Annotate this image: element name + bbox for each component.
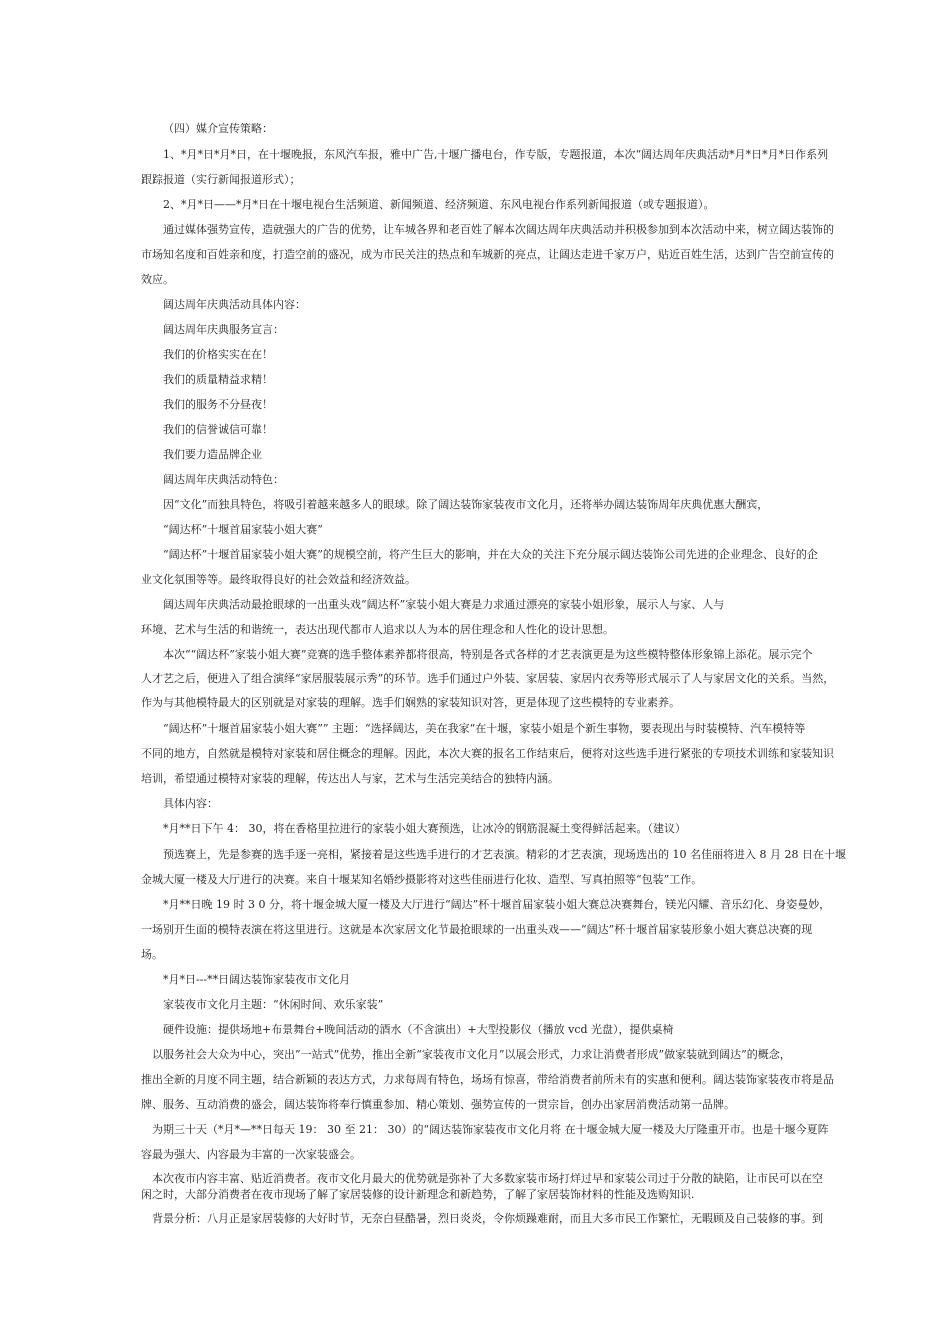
text-line: 牌、服务、互动消费的盛会，阔达装饰将奉行慎重参加、精心策划、强势宣传的一贯宗旨，创办出家居消费活动第一品牌。 <box>141 1098 735 1111</box>
text-line: 人才艺之后，便进入了组合演绎“家居服装展示秀”的环节。选手们通过户外装、家居装、家居内衣秀等形式展示了人与家居文化的关系。当然， <box>141 672 835 685</box>
text-line: 我们的价格实实在在！ <box>163 348 273 361</box>
text-line: 本次夜市内容丰富、贴近消费者。夜市文化月最大的优势就是弥补了大多数家装市场打烊过早和家装公司过于分散的缺陷，让市民可以在空 <box>152 1172 823 1185</box>
text-line: 市场知名度和百姓亲和度，打造空前的盛况，成为市民关注的热点和车城新的亮点，让阔达走进千家万户，贴近百姓生活，达到广告空前宣传的 <box>141 248 834 261</box>
text-line: 场。 <box>141 948 163 961</box>
text-line: “阔达杯”十堰首届家装小姐大赛”的规模空前，将产生巨大的影响，并在大众的关注下充分展示阔达装饰公司先进的企业理念、良好的企 <box>163 548 818 561</box>
text-line: 作为与其他模特最大的区别就是对家装的理解。选手们娴熟的家装知识对答，更是体现了这些模特的专业素养。 <box>141 696 680 709</box>
text-line: 跟踪报道（实行新闻报道形式）； <box>141 173 301 186</box>
text-line: 闲之时，大部分消费者在夜市现场了解了家居装修的设计新理念和新趋势，了解了家居装饰材料的性能及选购知识. <box>141 1188 695 1201</box>
text-line: 容最为强大、内容最为丰富的一次家装盛会。 <box>141 1148 361 1161</box>
text-line: 我们的信誉诚信可靠！ <box>163 423 273 436</box>
text-line: *月*日---**日阔达装饰家装夜市文化月 <box>163 973 351 986</box>
text-line: 阔达周年庆典活动具体内容： <box>163 298 306 311</box>
text-line: 为期三十天（*月*—**日每天 19： 30 至 21： 30）的“阔达装饰家装夜市文化月将 在十堰金城大厦一楼及大厅隆重开市。也是十堰今夏阵 <box>152 1123 829 1136</box>
section-heading: （四）媒介宣传策略： <box>163 122 273 135</box>
text-line: 业文化氛围等等。最终取得良好的社会效益和经济效益。 <box>141 573 416 586</box>
text-line: 阔达周年庆典服务宣言： <box>163 323 284 336</box>
text-line: 硬件设施：提供场地+布景舞台+晚间活动的酒水（不含演出）+大型投影仪（播放 vcd 光盘），提供桌椅 <box>163 1023 674 1036</box>
text-line: 推出全新的月度不同主题，结合新颖的表达方式，力求每周有特色，场场有惊喜，带给消费者前所未有的实惠和便利。阔达装饰家装夜市将是品 <box>141 1073 834 1086</box>
text-line: 环境、艺术与生活的和谐统一，表达出现代都市人追求以人为本的居住理念和人性化的设计思想。 <box>141 623 614 636</box>
text-line: 1、*月*日*月*日，在十堰晚报，东风汽车报，雅中广告,十堰广播电台，作专版，专题报道，本次“阔达周年庆典活动*月*日*月*日作系列 <box>163 148 829 161</box>
text-line: 一场别开生面的模特表演在将这里进行。这就是本次家居文化节最抢眼球的一出重头戏——“阔达”杯十堰首届家装形象小姐大赛总决赛的现 <box>141 923 813 936</box>
text-line: 因“文化”而独具特色，将吸引着越来越多人的眼球。除了阔达装饰家装夜市文化月，还将举办阔达装饰周年庆典优惠大酬宾， <box>163 498 769 511</box>
text-line: *月**日晚 19 时 3 0 分，将十堰金城大厦一楼及大厅进行“阔达”杯十堰首届家装小姐大赛总决赛舞台，镁光闪耀、音乐幻化、身姿曼妙， <box>163 898 831 911</box>
text-line: 2、*月*日——*月*日在十堰电视台生活频道、新闻频道、经济频道、东风电视台作系列新闻报道（或专题报道）。 <box>163 198 715 211</box>
text-line: 本次““阔达杯”家装小姐大赛”竞赛的选手整体素养都将很高，特别是各式各样的才艺表演更是为这些模特整体形象锦上添花。展示完个 <box>163 648 813 661</box>
text-line: 预选赛上，先是参赛的选手逐一亮相，紧接着是这些选手进行的才艺表演。精彩的才艺表演，现场选出的 10 名佳丽将进入 8 月 28 日在十堰 <box>163 848 846 861</box>
text-line: 培训，希望通过模特对家装的理解，传达出人与家，艺术与生活完美结合的独特内涵。 <box>141 772 559 785</box>
text-line: 我们的质量精益求精！ <box>163 373 273 386</box>
text-line: 金城大厦一楼及大厅进行的决赛。来自十堰某知名婚纱摄影将对这些佳丽进行化妆、造型、写真拍照等“包装”工作。 <box>141 873 703 886</box>
text-line: 我们要力造品牌企业 <box>163 448 262 461</box>
text-line: 阔达周年庆典活动最抢眼球的一出重头戏“阔达杯”家装小姐大赛是力求通过漂亮的家装小姐形象，展示人与家、人与 <box>163 598 725 611</box>
text-line: 以服务社会大众为中心，突出”一站式”优势，推出全新“家装夜市文化月”以展会形式，力求让消费者形成”做家装就到阔达”的概念， <box>152 1048 791 1061</box>
text-line: 效应。 <box>141 273 174 286</box>
text-line: 我们的服务不分昼夜！ <box>163 398 273 411</box>
text-line: 阔达周年庆典活动特色： <box>163 473 284 486</box>
text-line: *月**日下午 4： 30，将在香格里拉进行的家装小姐大赛预选，让冰冷的钢筋混凝土变得鲜活起来。（建议） <box>163 822 686 835</box>
text-line: 通过媒体强势宣传，造就强大的广告的优势，让车城各界和老百姓了解本次阔达周年庆典活动并积极参加到本次活动中来，树立阔达装饰的 <box>163 223 834 236</box>
text-line: 不同的地方，自然就是模特对家装和居住概念的理解。因此，本次大赛的报名工作结束后，便将对这些选手进行紧张的专项技术训练和家装知识 <box>141 747 834 760</box>
text-line: 家装夜市文化月主题：“休闲时间、欢乐家装” <box>163 998 384 1011</box>
text-line: “阔达杯”十堰首届家装小姐大赛”” 主题：“选择阔达，美在我家“在十堰，家装小姐是个新生事物，要表现出与时装模特、汽车模特等 <box>163 722 806 735</box>
text-line: 具体内容： <box>163 797 218 810</box>
text-line: “阔达杯”十堰首届家装小姐大赛” <box>163 523 323 536</box>
text-line: 背景分析：八月正是家居装修的大好时节，无奈白昼酷暑，烈日炎炎，令你烦躁难耐，而且大多市民工作繁忙，无暇顾及自己装修的事。到 <box>152 1212 823 1225</box>
